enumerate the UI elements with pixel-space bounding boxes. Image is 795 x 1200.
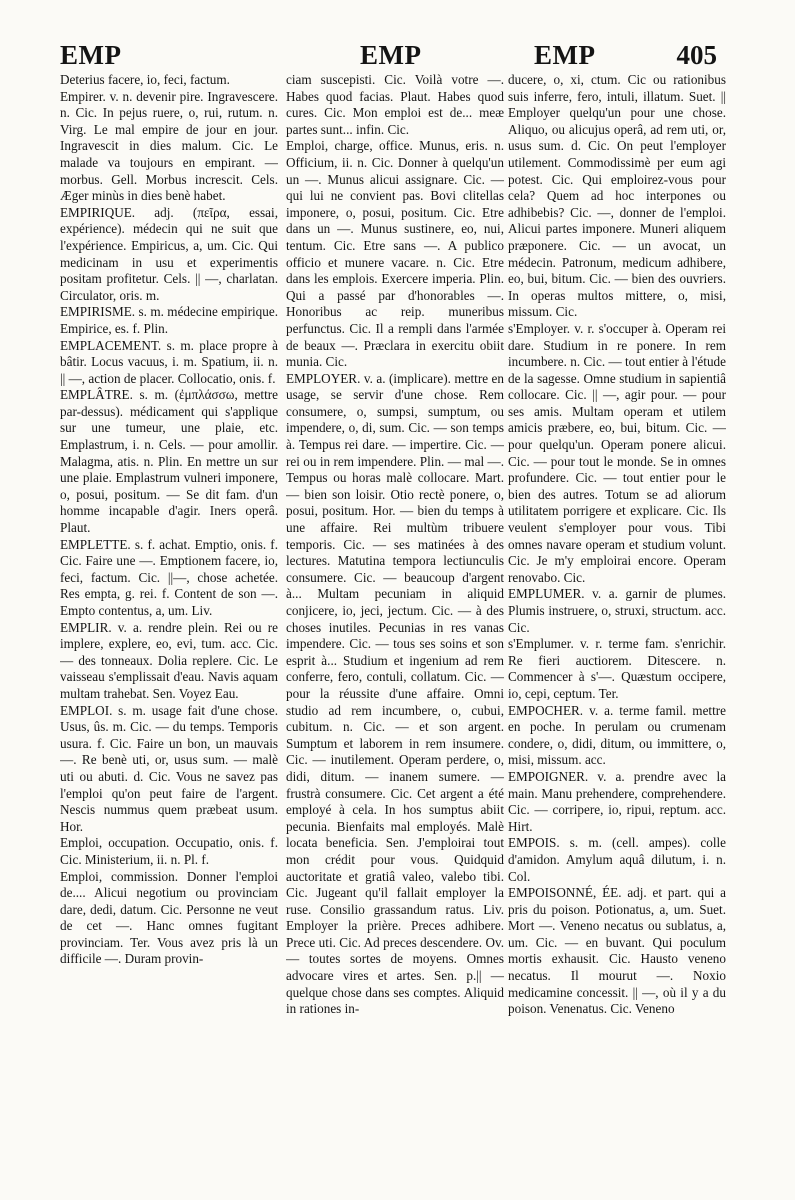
entry-emplette: EMPLETTE. s. f. achat. Emptio, onis. f. Cic. Faire une —. Emptionem facere, io, feci, factum. Cic. ||—, chose achetée. Res empta, g. rei. f. Content de son —. Empto contentus, a, um. Liv. xyxy=(60,536,278,618)
column-1 xyxy=(60,72,278,1142)
entry-empirique: EMPIRIQUE. adj. (πεῖρα, essai, expérience). médecin qui ne suit que l'expérience. Empiricus, a, um. Cic. Qui medicinam in usu et experimentis positam profitetur. Cels. || —, charlatan. Circulator, oris. m. xyxy=(60,204,278,303)
left-guide-word: EMP xyxy=(60,40,122,70)
entry-s-employer: s'Employer. v. r. s'occuper à. Operam rei dare. Studium in re ponere. In rem incumbere. n. Cic. — tout entier à l'étude de la sagesse. Omne studium in sapientiâ collocare. Cic. || —, agir pour. — pour ses amis. Multam operam et utilem amicis præbere, eo, bui, bitum. Cic. — pour quelqu'un. Operam ponere alicui. Cic. — pour tout le monde. Se in omnes profundere. Cic. — tout entier pour le bien des autres. Totum se ad aliorum utilitatem porrigere et explicare. Cic. Ils veulent s'employer pour vous. Tibi omnes navare operam et studium volunt. Cic. Je m'y emploirai encore. Operam renovabo. Cic. xyxy=(508,320,726,585)
entry-empoisonne: EMPOISONNÉ, ÉE. adj. et part. qui a pris du poison. Potionatus, a, um. Suet. Mort —. Veneno necatus ou sublatus, a, um. Cic. — en buvant. Qui poculum mortis exhausit. Cic. Hausto veneno necatus. Il mourut —. Noxio medicamine concessit. || —, où il y a du poison. Venenatus. Cic. Veneno xyxy=(508,885,726,1017)
column-2 xyxy=(286,72,504,1142)
entry-employer: EMPLOYER. v. a. (implicare). mettre en usage, se servir d'une chose. Rem consumere, o, sumpsi, sumptum, ou impendere, o, di, sum. Cic. — son temps à. Tempus rei dare. — impertire. Cic. — rei ou in rem impendere. Plin. — mal —. Tempus ou horas malè collocare. Mart. — bien son loisir. Otio rectè ponere, o, posui, positum. Hor. — bien du temps à une affaire. Rei multùm tribuere temporis. Cic. — ses matinées à des lectures. Matutina tempora lectiunculis consumere. Cic. — beaucoup d'argent à... Multam pecuniam in aliquid conjicere, io, jeci, jectum. Cic. — à des choses inutiles. Pecunias in res vanas impendere. Cic. — tous ses soins et son esprit à... Studium et ingenium ad rem conferre, fero, contuli, collatum. Cic. — pour la réussite d'une affaire. Omni studio ad rem incumbere, o, cubui, cubitum. n. Cic. — et son argent. Sumptum et laborem in rem insumere. Cic. — inutilement. Operam perdere, o, didi, ditum. — inanem sumere. — frustrà consumere. Cic. Cet argent a été employé à cela. In hos sumptus abiit pecunia. Bienfaits mal employés. Malè locata beneficia. Sen. J'emploirai tout mon crédit pour vous. Quidquid auctoritate et gratiâ valeo, valebo tibi. Cic. Jugeant qu'il fallait employer la ruse. Consilio grassandum ratus. Liv. Employer la prière. Preces adhibere. Prece uti. Cic. Ad preces descendere. Ov. — toutes sortes de moyens. Omnes advocare vires et artes. Sen. p.|| — quelque chose dans ses comptes. Aliquid in rationes in- xyxy=(286,370,504,1017)
entry-emplacement: EMPLACEMENT. s. m. place propre à bâtir. Locus vacuus, i. m. Spatium, ii. n. || —, action de placer. Collocatio, onis. f. xyxy=(60,337,278,386)
entry-empirisme: EMPIRISME. s. m. médecine empirique. Empirice, es. f. Plin. xyxy=(60,304,278,336)
entry-emplir: EMPLIR. v. a. rendre plein. Rei ou re implere, explere, eo, evi, tum. acc. Cic. — des tonneaux. Dolia replere. Cic. Le vaisseau s'emplissait d'eau. Navis aquam multam trahebat. Sen. Voyez Eau. xyxy=(60,619,278,701)
running-header xyxy=(60,40,717,72)
entry-emploi: EMPLOI. s. m. usage fait d'une chose. Usus, ûs. m. Cic. — du temps. Temporis usura. f. Cic. Faire un bon, un mauvais —. Re benè uti, or, usus sum. — malè uti ou abuti. d. Cic. Vous ne savez pas l'emploi qu'on peut faire de l'argent. Nescis nummus quem præbeat usum. Hor. xyxy=(60,702,278,834)
entry-empirer: Empirer. v. n. devenir pire. Ingravescere. n. Cic. In pejus ruere, o, rui, rutum. n. Virg. Le mal empire de jour en jour. Ingravescit in dies malum. Cic. Le malade va toujours en empirant. — morbus. Gell. Morbus increscit. Cels. Æger minùs in dies benè habet. xyxy=(60,88,278,204)
entry-emplumer: EMPLUMER. v. a. garnir de plumes. Plumis instruere, o, struxi, structum. acc. Cic. xyxy=(508,586,726,635)
entry-empois: EMPOIS. s. m. (cell. ampes). colle d'amidon. Amylum aquâ dilutum, i. n. Col. xyxy=(508,835,726,884)
column-3 xyxy=(508,72,726,1142)
entry-emploi-occupation: Emploi, occupation. Occupatio, onis. f. Cic. Ministerium, ii. n. Pl. f. xyxy=(60,835,278,867)
entry-empoigner: EMPOIGNER. v. a. prendre avec la main. Manu prehendere, comprehendere. Cic. — corripere, io, ripui, reptum. acc. Hirt. xyxy=(508,768,726,834)
center-guide-word: EMP xyxy=(360,40,422,70)
right-guide-word: EMP xyxy=(534,40,596,70)
page-number: 405 xyxy=(676,40,717,70)
entry-emploi-commission: Emploi, commission. Donner l'emploi de.... Alicui negotium ou provinciam dare, dedi, datum. Cic. Personne ne veut de cet —. Hanc omnes fugitant provinciam. Ter. Vous avez pris là un difficile —. Duram provin- xyxy=(60,868,278,967)
entry-s-emplumer: s'Emplumer. v. r. terme fam. s'enrichir. Re fieri auctiorem. Ditescere. n. Commencer à s'—. Quæstum occipere, io, cepi, ceptum. Ter. xyxy=(508,636,726,701)
entry-empocher: EMPOCHER. v. a. terme famil. mettre en poche. In perulam ou crumenam condere, o, didi, ditum, ou immittere, o, misi, missum. acc. xyxy=(508,702,726,768)
entry-emplatre: EMPLÂTRE. s. m. (ἐμπλάσσω, mettre par-dessus). médicament qui s'applique sur une tumeur, une plaie, etc. Emplastrum, i. n. Cels. — pour amollir. Malagma, atis. n. Plin. En mettre un sur une plaie. Emplastrum vulneri imponere, o, posui, positum. — Se dit fam. d'un homme incapable d'agir. Iners operâ. Plaut. xyxy=(60,387,278,536)
entry-employer-continued: ducere, o, xi, ctum. Cic ou rationibus suis inferre, fero, intuli, illatum. Suet. || Employer quelqu'un pour une chose. Aliquo, ou alicujus operâ, ad rem uti, or, usus sum. d. Cic. On peut l'employer utilement. Commodissimè per eum agi potest. Cic. Qui emploirez-vous pour cela? Quem ad hoc interpones ou adhibebis? Cic. —, donner de l'emploi. Alicui partes imponere. Muneri aliquem præponere. Cic. — un avocat, un médecin. Patronum, medicum adhibere, eo, bui, bitum. Cic. — bien des ouvriers. In operas multos mittere, o, misi, missum. Cic. xyxy=(508,72,726,320)
entry-emploi-charge: Emploi, charge, office. Munus, eris. n. Officium, ii. n. Cic. Donner à quelqu'un un —. Munus alicui assignare. Cic. — qui lui ne convient pas. Bovi clitellas imponere, o, posui, positum. Cic. Etre dans un —. Munus sustinere, eo, nui, tentum. Cic. Etre sans —. A publico officio et munere vacare. n. Cic. Etre dans les emplois. Exercere imperia. Plin. Qui a passé par d'honorables —. Honoribus ac reip. muneribus perfunctus. Cic. Il a rempli dans l'armée de beaux —. Præclara in exercitu obiit munia. Cic. xyxy=(286,138,504,370)
entry-fragment: Deterius facere, io, feci, factum. xyxy=(60,72,230,87)
entry-emploi-continued: ciam suscepisti. Cic. Voilà votre —. Habes quod facias. Plaut. Habes quod cures. Cic. Mon emploi est de... meæ partes sunt... infin. Cic. xyxy=(286,72,504,137)
